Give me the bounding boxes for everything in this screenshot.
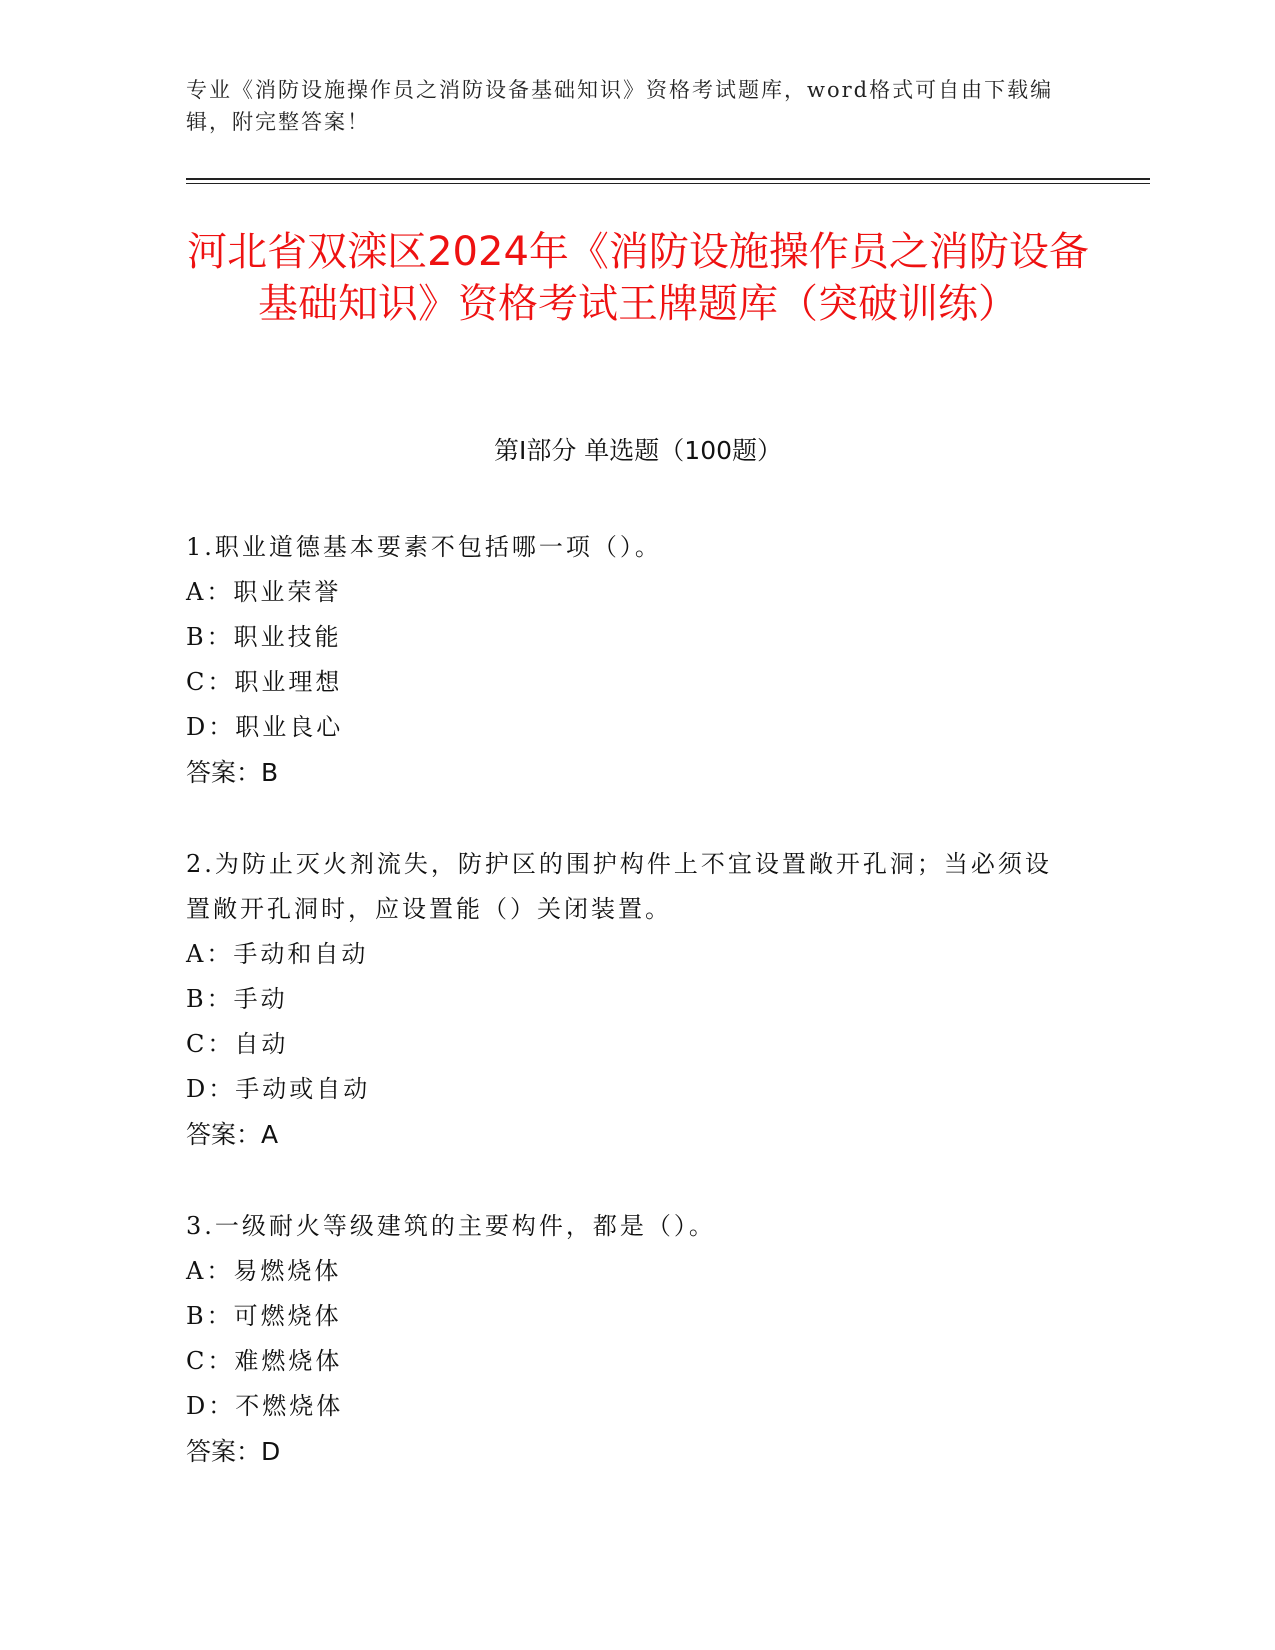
option-d: D：职业良心 <box>186 713 344 741</box>
question-2 <box>186 842 1066 1157</box>
option-a: A：手动和自动 <box>186 940 369 968</box>
option-b: B：可燃烧体 <box>186 1302 342 1330</box>
question-stem: 3.一级耐火等级建筑的主要构件，都是（）。 <box>186 1212 716 1240</box>
option-a: A：易燃烧体 <box>186 1257 342 1285</box>
option-c: C：自动 <box>186 1030 289 1058</box>
option-b: B：职业技能 <box>186 623 342 651</box>
question-stem: 1.职业道德基本要素不包括哪一项（）。 <box>186 533 662 561</box>
option-c: C：职业理想 <box>186 668 343 696</box>
document-title: 河北省双滦区2024年《消防设施操作员之消防设备基础知识》资格考试王牌题库（突破训练） <box>187 229 1089 327</box>
header-rule-thick <box>186 178 1150 180</box>
question-list <box>186 525 1066 1521</box>
answer: 答案：D <box>186 1437 281 1466</box>
header-rule-thin <box>186 183 1150 184</box>
section-title: 第Ⅰ部分 单选题（100题） <box>493 436 783 465</box>
question-stem: 2.为防止灭火剂流失，防护区的围护构件上不宜设置敞开孔洞；当必须设置敞开孔洞时，应设置能（）关闭装置。 <box>186 850 1052 923</box>
question-3 <box>186 1204 1066 1474</box>
option-a: A：职业荣誉 <box>186 578 342 606</box>
option-d: D：手动或自动 <box>186 1075 371 1103</box>
option-b: B：手动 <box>186 985 288 1013</box>
question-1 <box>186 525 1066 795</box>
option-c: C：难燃烧体 <box>186 1347 343 1375</box>
answer: 答案：B <box>186 758 279 787</box>
option-d: D：不燃烧体 <box>186 1392 344 1420</box>
header-note: 专业《消防设施操作员之消防设备基础知识》资格考试题库，word格式可自由下载编辑，附完整答案！ <box>186 78 1054 134</box>
answer: 答案：A <box>186 1120 279 1149</box>
